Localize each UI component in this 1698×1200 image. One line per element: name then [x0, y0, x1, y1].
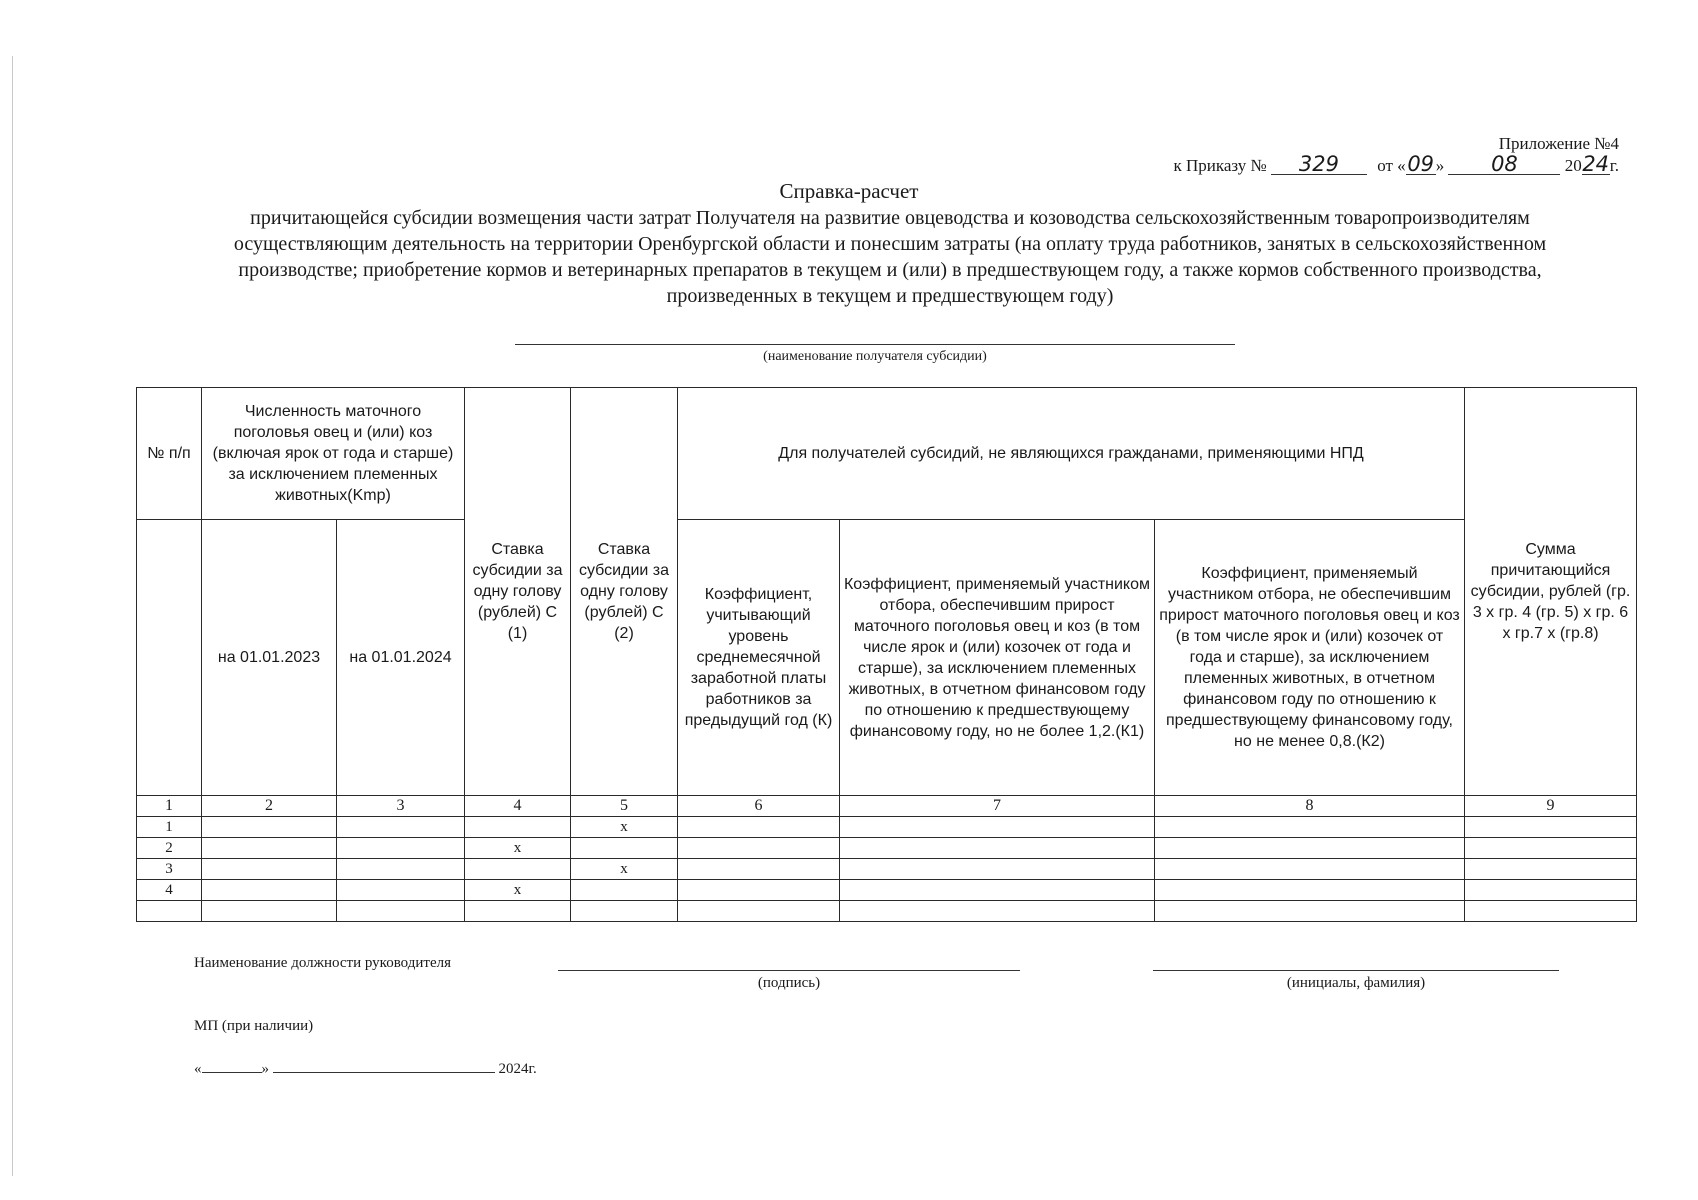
table-cell[interactable]: x	[465, 880, 571, 901]
column-number-row	[137, 796, 1637, 817]
order-date-year-prefix: 20	[1564, 156, 1582, 175]
table-cell: 2	[137, 838, 202, 859]
table-cell[interactable]	[571, 838, 678, 859]
table-cell: 3	[137, 859, 202, 880]
order-date-day: 09	[1407, 152, 1435, 176]
table-cell[interactable]	[678, 817, 840, 838]
order-reference: к Приказу № 329 от «09» 08 2024г.	[1173, 152, 1619, 176]
table-cell[interactable]	[1465, 838, 1637, 859]
column-number: 1	[137, 796, 202, 817]
table-cell[interactable]	[1155, 859, 1465, 880]
table-row	[137, 901, 1637, 922]
column-number: 6	[678, 796, 840, 817]
header-coefficient-k1: Коэффициент, применяемый участником отбора, обеспечившим прирост маточного поголовья овец и коз (в том числе ярок и (или) козочек от года и старше), за исключением племенных животных, в отчетном финансовом году по отношению к предшествующему финансовому году, но не более 1,2.(К1)	[840, 520, 1155, 796]
table-cell[interactable]	[1465, 859, 1637, 880]
table-cell[interactable]	[1155, 880, 1465, 901]
header-date-2024: на 01.01.2024	[337, 520, 465, 796]
table-cell	[137, 901, 202, 922]
header-row-number: № п/п	[137, 388, 202, 520]
column-number: 4	[465, 796, 571, 817]
header-rate-2: Ставка субсидии за одну голову (рублей) С (2)	[571, 388, 678, 796]
table-cell[interactable]	[1465, 817, 1637, 838]
order-prefix: к Приказу №	[1173, 156, 1267, 175]
header-date-2023: на 01.01.2023	[202, 520, 337, 796]
date-year: 2024г.	[498, 1061, 537, 1077]
table-cell[interactable]: x	[465, 838, 571, 859]
date-close-quote: »	[261, 1061, 269, 1077]
table-cell[interactable]	[337, 880, 465, 901]
table-cell[interactable]	[1465, 880, 1637, 901]
document-title: Справка-расчет	[779, 179, 919, 203]
table-row	[137, 859, 1637, 880]
header-coefficient-k2: Коэффициент, применяемый участником отбора, не обеспечившим прирост маточного поголовья овец и коз (в том числе ярок и (или) козочек от года и старше), за исключением племенных животных, в отчетном финансовом году по отношению к предшествующему финансовому году, но не менее 0,8.(К2)	[1155, 520, 1465, 796]
table-cell[interactable]	[678, 901, 840, 922]
table-cell[interactable]	[202, 817, 337, 838]
table-cell[interactable]	[337, 859, 465, 880]
recipient-name-line[interactable]	[515, 344, 1235, 345]
signature-line[interactable]	[558, 970, 1020, 971]
table-cell[interactable]	[571, 880, 678, 901]
header-coefficient-k: Коэффициент, учитывающий уровень среднемесячной заработной платы работников за предыдущий год (К)	[678, 520, 840, 796]
column-number: 8	[1155, 796, 1465, 817]
document-subtitle: причитающейся субсидии возмещения части затрат Получателя на развитие овцеводства и козоводства сельскохозяйственным товаропроизводителям осуществляющим деятельность на территории Оренбургской области и понесшим затраты (на оплату труда работников, занятых в сельскохозяйственном производстве; приобретение кормов и ветеринарных препаратов в текущем и (или) в предшествующем году, а также кормов собственного производства, произведенных в текущем и предшествующем году)	[233, 207, 1547, 307]
table-cell[interactable]	[678, 880, 840, 901]
table-cell[interactable]	[1155, 838, 1465, 859]
signature-caption: (подпись)	[757, 975, 821, 991]
table-cell[interactable]	[678, 838, 840, 859]
order-date-suffix: г.	[1609, 156, 1619, 175]
table-cell[interactable]	[840, 817, 1155, 838]
table-cell[interactable]	[840, 901, 1155, 922]
table-cell[interactable]	[840, 859, 1155, 880]
table-cell[interactable]	[465, 817, 571, 838]
name-caption: (инициалы, фамилия)	[1286, 975, 1426, 991]
calculation-table	[136, 387, 1637, 922]
header-herd-count: Численность маточного поголовья овец и (или) коз (включая ярок от года и старше) за исключением племенных животных(Kmp)	[202, 388, 465, 520]
header-rate-1: Ставка субсидии за одну голову (рублей) С (1)	[465, 388, 571, 796]
position-label: Наименование должности руководителя	[194, 955, 452, 971]
table-cell[interactable]: x	[571, 817, 678, 838]
column-number: 2	[202, 796, 337, 817]
signing-date	[194, 1058, 537, 1078]
table-cell[interactable]	[202, 859, 337, 880]
table-cell[interactable]	[571, 901, 678, 922]
table-cell[interactable]: x	[571, 859, 678, 880]
stamp-label: МП (при наличии)	[194, 1018, 314, 1034]
column-number: 3	[337, 796, 465, 817]
table-cell[interactable]	[840, 880, 1155, 901]
order-date-year: 24	[1582, 152, 1610, 176]
table-cell[interactable]	[202, 901, 337, 922]
date-month-blank[interactable]	[273, 1058, 495, 1073]
name-line[interactable]	[1153, 970, 1559, 971]
date-day-blank[interactable]	[202, 1058, 262, 1073]
table-cell[interactable]	[1465, 901, 1637, 922]
order-date-month: 08	[1448, 155, 1560, 175]
table-cell[interactable]	[202, 838, 337, 859]
table-cell[interactable]	[678, 859, 840, 880]
column-number: 9	[1465, 796, 1637, 817]
scan-edge-line	[12, 56, 13, 1176]
table-cell[interactable]	[202, 880, 337, 901]
table-cell[interactable]	[465, 859, 571, 880]
table-row	[137, 880, 1637, 901]
table-cell[interactable]	[337, 838, 465, 859]
order-date-prefix: от «	[1377, 156, 1406, 175]
appendix-label: Приложение №4	[1498, 134, 1619, 153]
column-number: 7	[840, 796, 1155, 817]
date-open-quote: «	[194, 1061, 202, 1077]
order-number: 329	[1271, 155, 1367, 175]
column-number: 5	[571, 796, 678, 817]
table-cell: 1	[137, 817, 202, 838]
table-cell: 4	[137, 880, 202, 901]
table-cell[interactable]	[465, 901, 571, 922]
table-cell[interactable]	[840, 838, 1155, 859]
table-row	[137, 817, 1637, 838]
header-npd-group: Для получателей субсидий, не являющихся гражданами, применяющими НПД	[678, 388, 1465, 520]
table-cell[interactable]	[1155, 901, 1465, 922]
header-row-number-blank	[137, 520, 202, 796]
header-subsidy-sum: Сумма причитающийся субсидии, рублей (гр. 3 х гр. 4 (гр. 5) х гр. 6 х гр.7 х (гр.8)	[1465, 388, 1637, 796]
table-cell[interactable]	[337, 817, 465, 838]
table-row	[137, 838, 1637, 859]
table-cell[interactable]	[337, 901, 465, 922]
table-cell[interactable]	[1155, 817, 1465, 838]
recipient-caption: (наименование получателя субсидии)	[763, 349, 987, 364]
